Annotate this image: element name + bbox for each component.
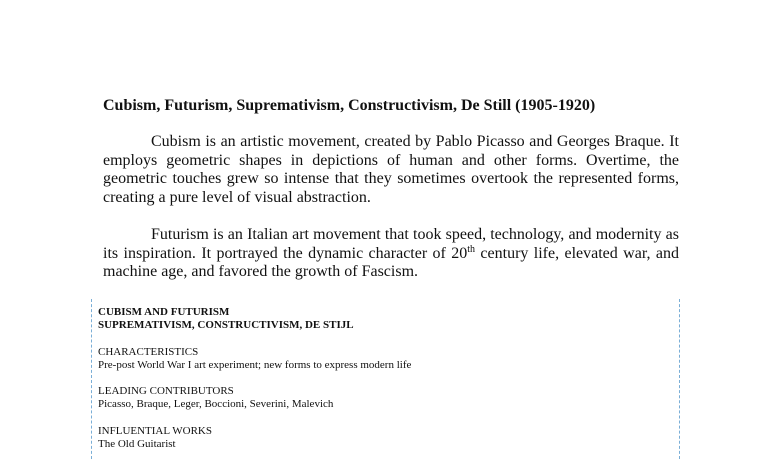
contributors-label: LEADING CONTRIBUTORS	[98, 385, 234, 397]
cubism-paragraph: Cubism is an artistic movement, created by Pablo Picasso and Georges Braque. It employs geometric shapes in depictions of human and other forms. Overtime, the geometric touches grew so intense that they sometimes overtook the represented forms, creating a pure level of visual abstraction.	[103, 133, 679, 206]
works-text: The Old Guitarist	[98, 438, 176, 450]
section-heading: Cubism, Futurism, Supremativism, Constructivism, De Still (1905-1920)	[103, 97, 596, 114]
futurism-text-end: century life, elevated war, and machine age, and favored the growth of Fascism.	[103, 244, 679, 280]
futurism-paragraph	[103, 226, 679, 282]
ordinal-superscript: th	[467, 243, 476, 255]
contributors-text: Picasso, Braque, Leger, Boccioni, Severini, Malevich	[98, 398, 334, 410]
box-title-line2: SUPREMATIVISM, CONSTRUCTIVISM, DE STIJL	[98, 319, 354, 331]
works-label: INFLUENTIAL WORKS	[98, 425, 212, 437]
box-title-line1: CUBISM AND FUTURISM	[98, 306, 230, 318]
characteristics-text: Pre-post World War I art experiment; new forms to express modern life	[98, 359, 412, 371]
characteristics-label: CHARACTERISTICS	[98, 346, 199, 358]
futurism-text-start: Futurism is an Italian art movement that took speed, technology, and modernity as its inspiration. It portrayed the dynamic character of 20	[103, 226, 679, 262]
